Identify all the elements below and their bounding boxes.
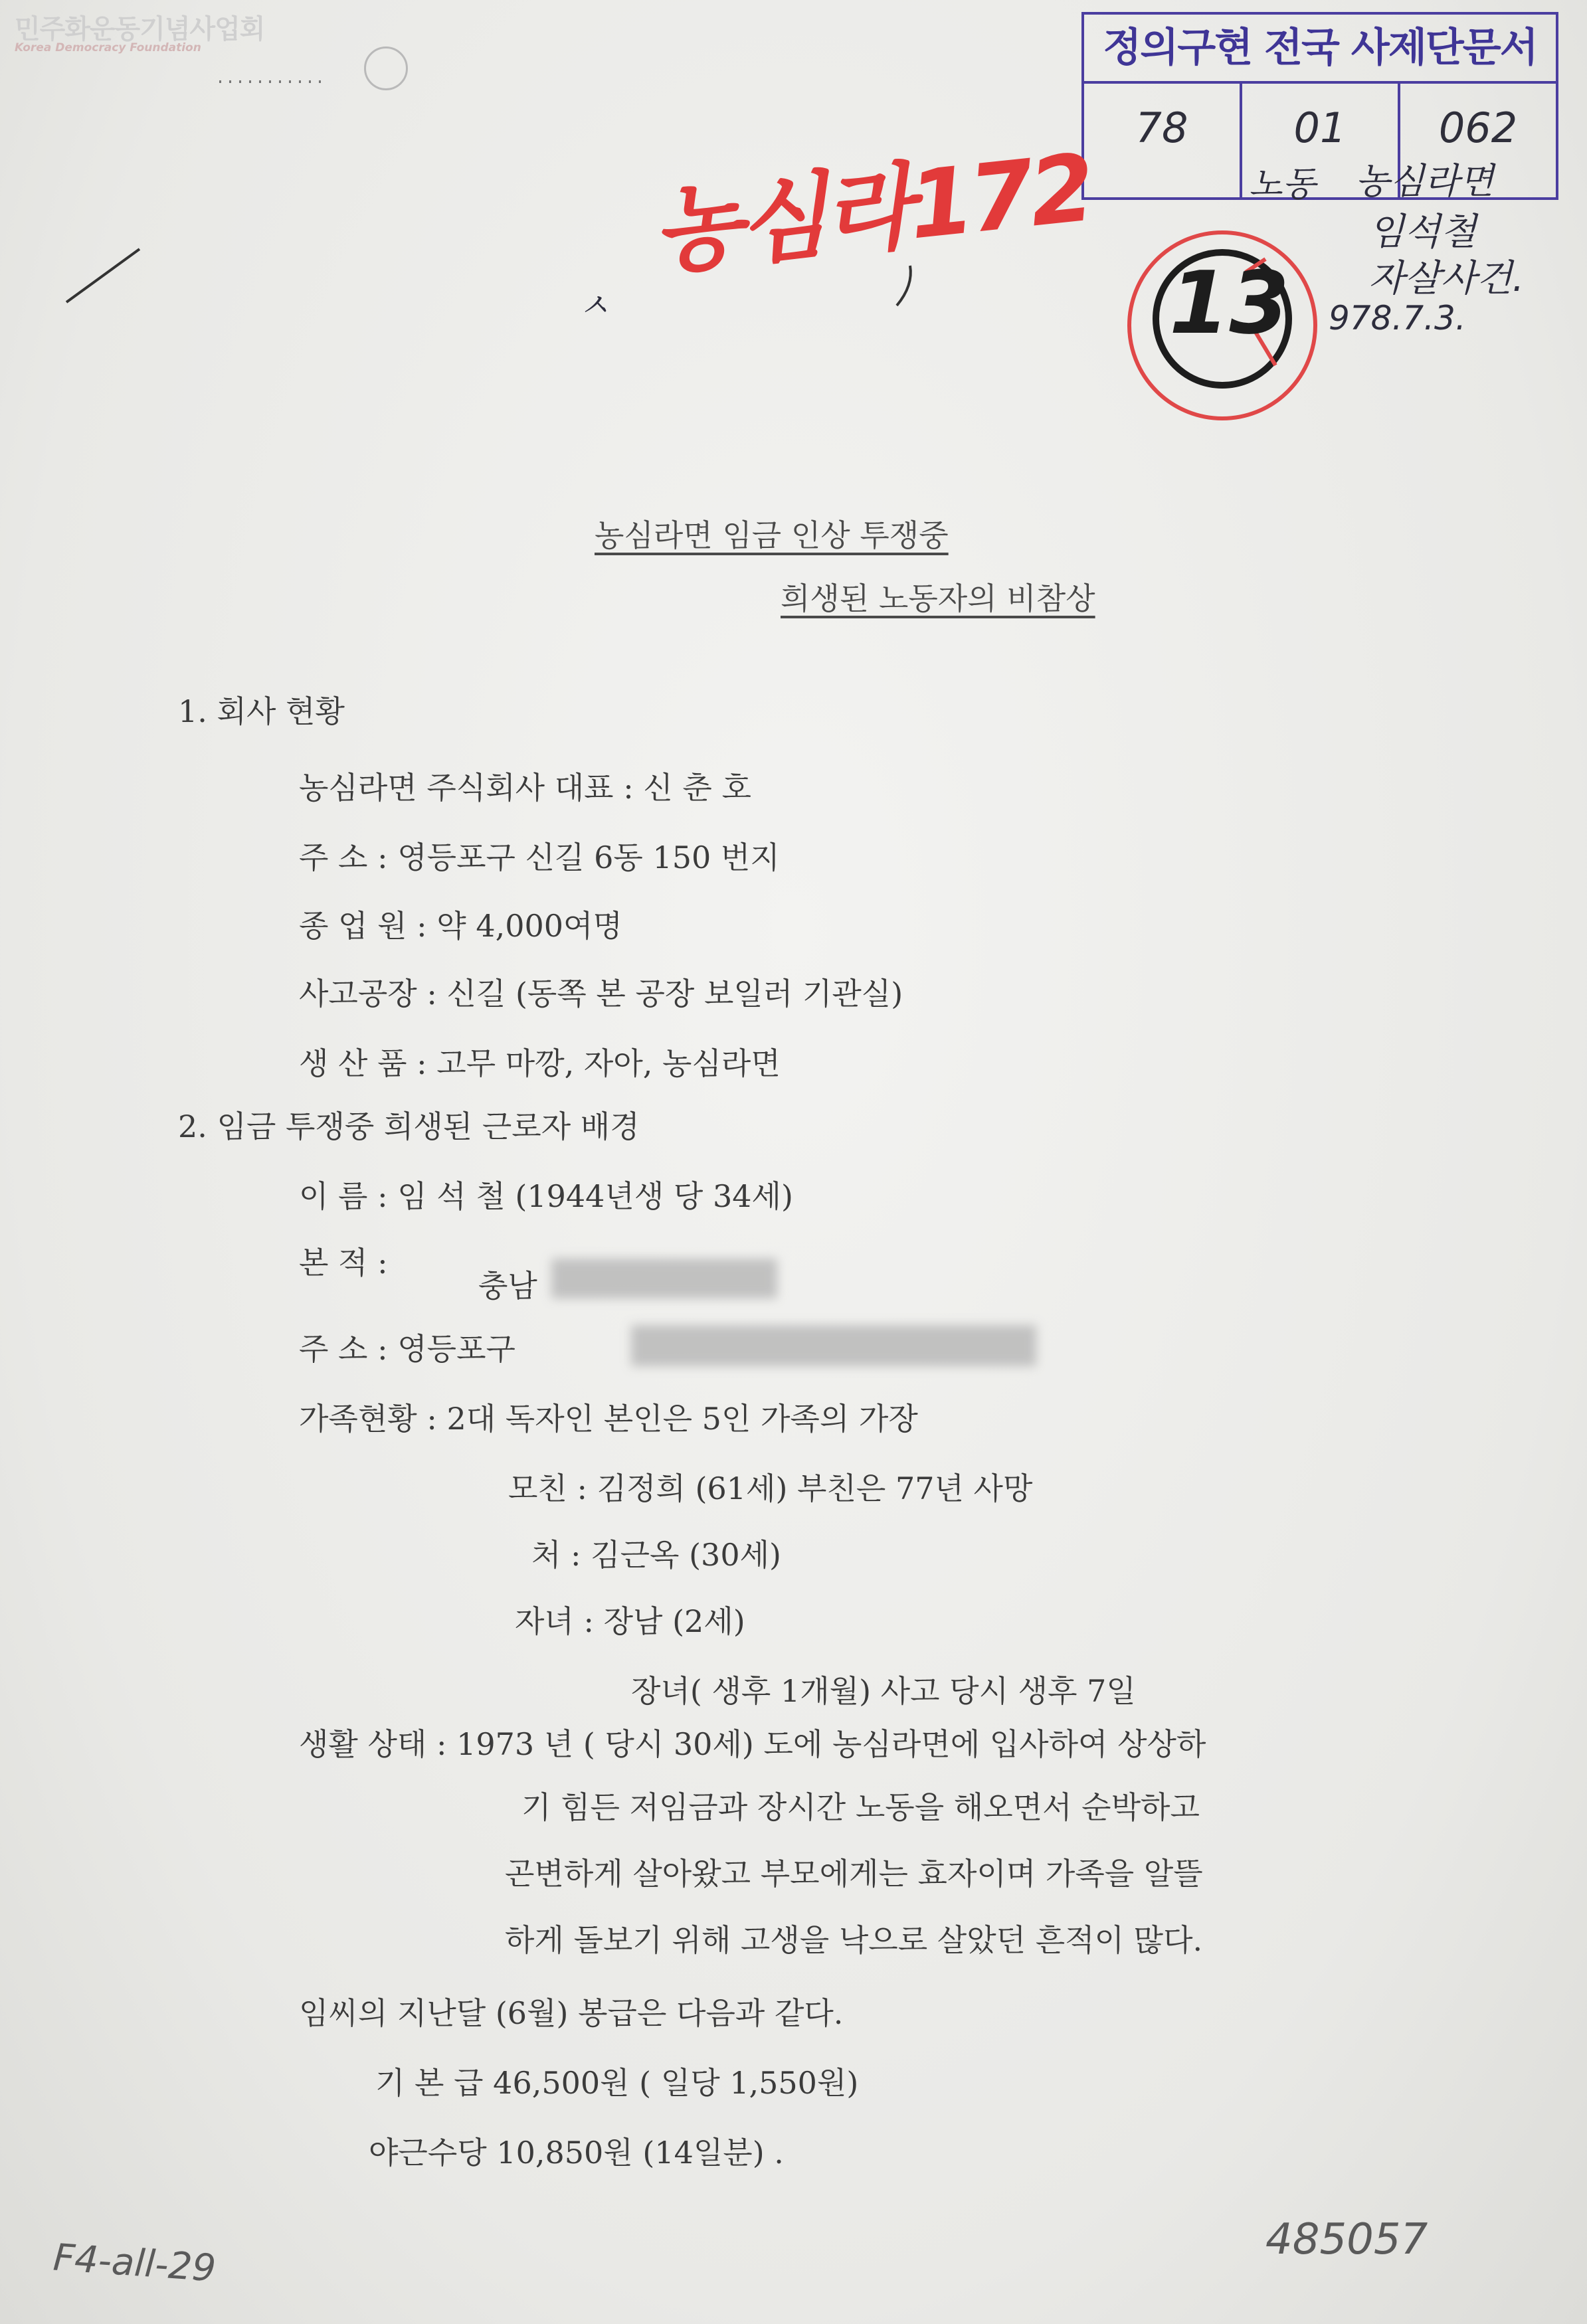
stamp-cell-year: 78 xyxy=(1084,84,1242,197)
red-handwritten-code: 농심라172 xyxy=(647,134,1096,288)
pen-tick xyxy=(890,262,917,309)
watermark-subtitle: Korea Democracy Foundation xyxy=(15,41,201,54)
stamp-annotation-date: 978.7.3. xyxy=(1329,299,1466,337)
life-status-4: 하게 돌보기 위해 고생을 낙으로 살았던 흔적이 많다. xyxy=(505,1922,1203,1958)
section-1-heading: 1. 회사 현황 xyxy=(178,693,345,729)
section-2-heading: 2. 임금 투쟁중 희생된 근로자 배경 xyxy=(178,1109,640,1144)
worker-origin-value: 충남 xyxy=(478,1268,537,1304)
redacted-origin xyxy=(551,1259,777,1298)
watermark-logo: 민주화운동기념사업회 xyxy=(15,14,265,45)
life-status-3: 곤변하게 살아왔고 부모에게는 효자이며 가족을 알뜰 xyxy=(505,1856,1203,1892)
accident-factory: 사고공장 : 신길 (동쪽 본 공장 보일러 기관실) xyxy=(299,976,903,1012)
misc-mark: ㅅ xyxy=(578,286,610,325)
stamp-annotation-company: 농심라면 xyxy=(1355,160,1494,202)
base-pay: 기 본 급 46,500원 ( 일당 1,550원) xyxy=(375,2065,859,2101)
document-title-line1: 농심라면 임금 인상 투쟁중 xyxy=(595,517,949,553)
life-status-2: 기 힘든 저임금과 장시간 노동을 해오면서 순박하고 xyxy=(521,1789,1200,1825)
family-status: 가족현황 : 2대 독자인 본인은 5인 가족의 가장 xyxy=(299,1401,918,1437)
products: 생 산 품 : 고무 마깡, 자아, 농심라면 xyxy=(299,1045,781,1081)
stamp-annotation-event: 자살사건. xyxy=(1368,257,1525,300)
stamp-annotation-name: 임석철 xyxy=(1368,211,1477,254)
worker-origin-label: 본 적 : xyxy=(299,1245,388,1281)
life-status-1: 생활 상태 : 1973 년 ( 당시 30세) 도에 농심라면에 입사하여 상상하 xyxy=(299,1726,1206,1762)
night-pay: 야근수당 10,850원 (14일분) . xyxy=(369,2135,784,2171)
circled-number: 13 xyxy=(1169,252,1289,353)
family-daughter: 장녀( 생후 1개월) 사고 당시 생후 7일 xyxy=(631,1673,1136,1709)
stamp-title: 정의구현 전국 사제단문서 xyxy=(1084,15,1556,84)
stamp-annotation-category: 노동 xyxy=(1249,165,1316,205)
employee-count: 종 업 원 : 약 4,000여명 xyxy=(299,908,622,944)
wage-intro: 임씨의 지난달 (6월) 봉급은 다음과 같다. xyxy=(299,1995,844,2031)
footer-archive-code: F4-all-29 xyxy=(52,2236,217,2291)
footer-page-number: 485057 xyxy=(1265,2215,1428,2264)
family-children: 자녀 : 장남 (2세) xyxy=(515,1603,745,1639)
dash-mark xyxy=(219,78,326,85)
family-wife: 처 : 김근옥 (30세) xyxy=(531,1537,781,1573)
pen-stroke xyxy=(63,246,143,306)
company-representative: 농심라면 주식회사 대표 : 신 춘 호 xyxy=(299,770,751,806)
document-title-line2: 희생된 노동자의 비참상 xyxy=(781,581,1095,616)
worker-name: 이 름 : 임 석 철 (1944년생 당 34세) xyxy=(299,1178,793,1214)
stamp-cell-month: 01 xyxy=(1242,84,1400,197)
stamp-cell-number: 062 xyxy=(1438,104,1518,152)
worker-address-label: 주 소 : 영등포구 xyxy=(299,1331,515,1367)
punch-hole xyxy=(364,46,408,90)
company-address: 주 소 : 영등포구 신길 6동 150 번지 xyxy=(299,840,780,875)
redacted-address xyxy=(631,1325,1036,1366)
family-mother: 모친 : 김정희 (61세) 부친은 77년 사망 xyxy=(508,1471,1033,1506)
